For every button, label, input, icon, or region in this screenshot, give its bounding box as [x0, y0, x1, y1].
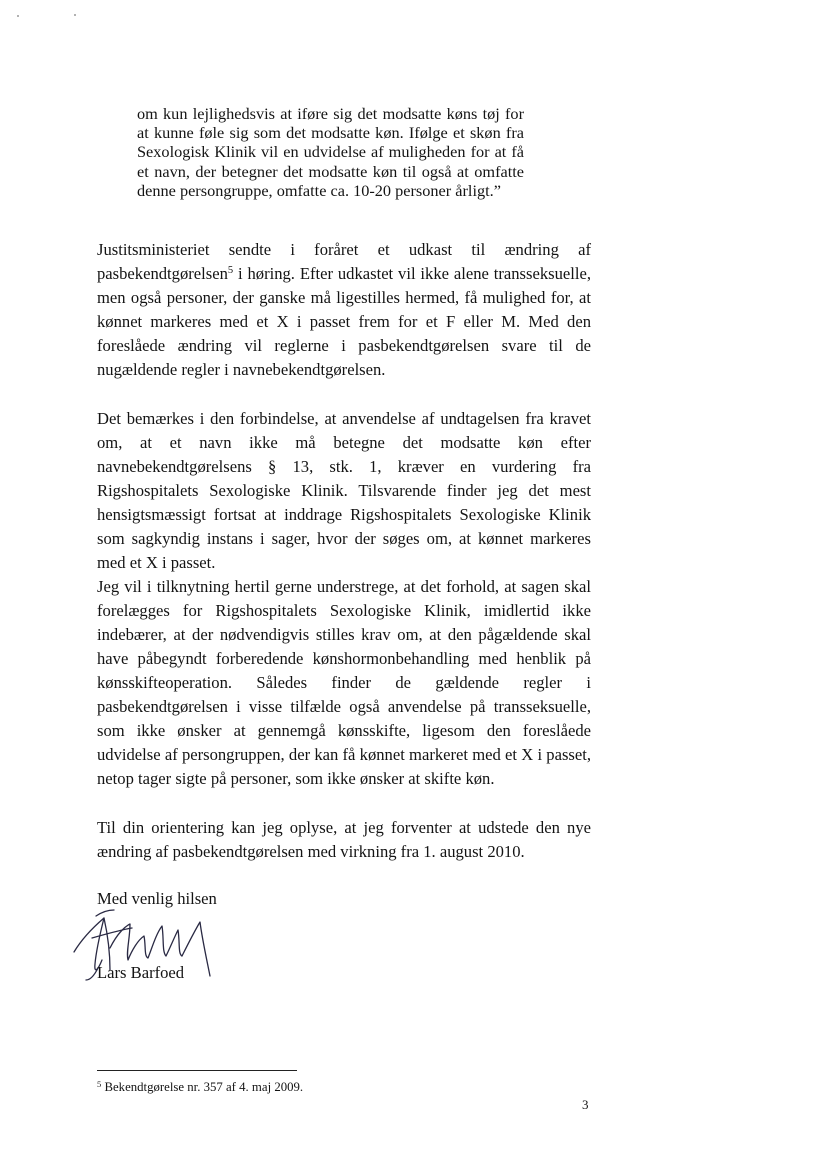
footnote-number: 5	[97, 1079, 102, 1089]
footnote-text: Bekendtgørelse nr. 357 af 4. maj 2009.	[101, 1080, 304, 1094]
paragraph-text: i høring. Efter udkastet vil ikke alene transseksuelle, men også personer, der ganske må ligestilles hermed, få mulighed for, at kønnet markeres med et X i passet frem for et F eller M. Med den foreslåede ændring vil reglerne i pasbekendtgørelsen svare til de nugældende regler i navnebekendtgørelsen.	[97, 264, 591, 379]
paragraph-understrege: Jeg vil i tilknytning hertil gerne understrege, at det forhold, at sagen skal forelægges for Rigshospitalets Sexologiske Klinik, imidlertid ikke indebærer, at der nødvendigvis stilles krav om, at den pågældende skal have påbegyndt forberedende kønshormonbehandling med henblik på kønsskifteoperation. Således finder de gældende regler i pasbekendtgørelsen i visse tilfælde også anvendelse på transseksuelle, som ikke ønsker at gennemgå kønsskifte, ligesom den foreslåede udvidelse af persongruppen, der kan få kønnet markeret med et X i passet, netop tager sigte på personer, som ikke ønsker at skifte køn.	[97, 577, 591, 788]
footnote	[97, 1078, 303, 1096]
paragraph-sexologisk-klinik: Det bemærkes i den forbindelse, at anvendelse af undtagelsen fra kravet om, at et navn ikke må betegne det modsatte køn efter navnebekendtgørelsens § 13, stk. 1, kræver en vurdering fra Rigshospitalets Sexologiske Klinik. Tilsvarende finder jeg det mest hensigtsmæssigt fortsat at inddrage Rigshospitalets Sexologiske Klinik som sagkyndig instans i sager, hvor der søges om, at kønnet markeres med et X i passet.	[97, 409, 591, 572]
closing-salutation: Med venlig hilsen	[97, 889, 217, 908]
block-quote: om kun lejlighedsvis at iføre sig det modsatte køns tøj for at kunne føle sig som det modsatte køn. Ifølge et skøn fra Sexologisk Klinik vil en udvidelse af muligheden for at få et navn, der betegner det modsatte køn til også at omfatte denne persongruppe, omfatte ca. 10-20 personer årligt.”	[137, 104, 524, 200]
paragraph-pasbekendtgorelse	[97, 238, 591, 382]
paragraph-text: Justitsministeriet sendte i foråret et udkast til ændring af pasbekendtgørelsen	[97, 240, 591, 283]
footnote-reference: 5	[227, 265, 234, 276]
signer-name: Lars Barfoed	[97, 963, 185, 982]
scan-speck	[17, 15, 19, 17]
footnote-separator	[97, 1070, 297, 1071]
scan-speck	[74, 14, 76, 16]
paragraph-orientering: Til din orientering kan jeg oplyse, at jeg forventer at udstede den nye ændring af pasbekendtgørelsen med virkning fra 1. august 2010.	[97, 818, 591, 861]
page-number: 3	[582, 1097, 589, 1112]
